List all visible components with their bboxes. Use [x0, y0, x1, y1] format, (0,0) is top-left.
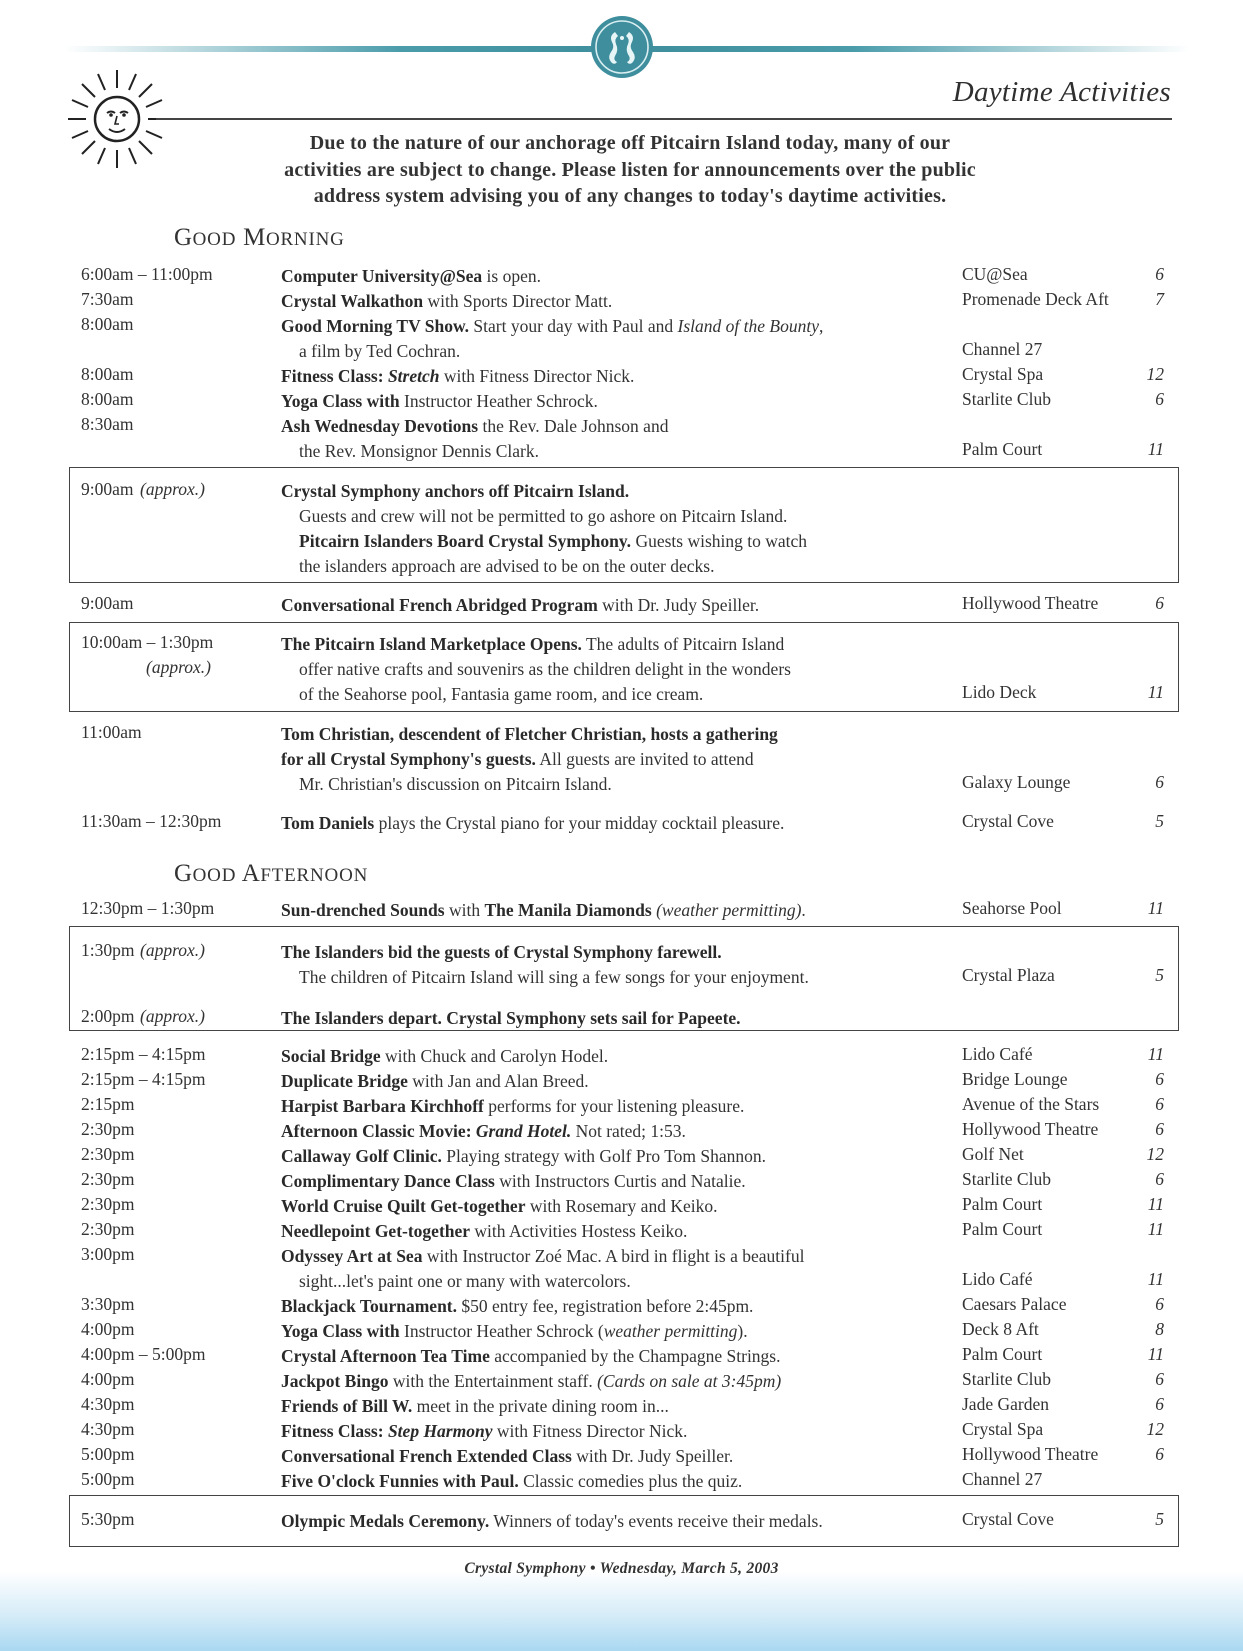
description-text: Guests wishing to watch [631, 531, 808, 551]
activity-name: Friends of Bill W. [281, 1396, 413, 1416]
deck-number: 6 [1155, 1294, 1164, 1314]
activity-name: Sun-drenched Sounds [281, 900, 445, 920]
description-text: offer native crafts and souvenirs as the children delight in the wonders [299, 659, 791, 679]
description-text: is open. [482, 266, 541, 286]
description-text: Winners of today's events receive their medals. [489, 1511, 823, 1531]
activity-name: Fitness Class: [281, 366, 388, 386]
activity-name: The Islanders bid the guests of Crystal Symphony farewell. [281, 942, 722, 962]
sun-face-icon [64, 66, 170, 172]
activity-time: 8:30am [81, 414, 134, 434]
activity-name: Conversational French Extended Class [281, 1446, 572, 1466]
activity-name: Computer University@Sea [281, 266, 483, 286]
description-line [281, 772, 941, 797]
activity-description [281, 364, 941, 389]
activity-name: Crystal Symphony anchors off Pitcairn Island. [281, 481, 630, 501]
activity-time: 5:30pm [81, 1509, 135, 1529]
activity-location: Bridge Lounge [962, 1069, 1068, 1089]
activity-location: Crystal Cove [962, 811, 1054, 831]
activity-time: 2:15pm – 4:15pm [81, 1069, 206, 1089]
activity-description [281, 1369, 941, 1394]
activity-name: Ash Wednesday Devotions [281, 416, 479, 436]
deck-number: 11 [1147, 898, 1164, 918]
activity-name: Crystal Afternoon Tea Time [281, 1346, 490, 1366]
activity-time: 4:00pm – 5:00pm [81, 1344, 206, 1364]
activity-description [281, 1344, 941, 1369]
activity-name: Jackpot Bingo [281, 1371, 389, 1391]
activity-time: 6:00am – 11:00pm [81, 264, 213, 284]
activity-location: Palm Court [962, 1194, 1043, 1214]
description-text: Start your day with Paul and [469, 316, 678, 336]
activity-description [281, 1119, 941, 1144]
deck-number: 5 [1155, 965, 1164, 985]
description-text: The children of Pitcairn Island will sing a few songs for your enjoyment. [299, 967, 809, 987]
description-line [281, 1509, 941, 1534]
deck-number: 6 [1155, 1369, 1164, 1389]
description-text: with Rosemary and Keiko. [525, 1196, 718, 1216]
description-line [281, 1244, 941, 1269]
activity-time: 2:30pm [81, 1194, 135, 1214]
description-text: , [818, 316, 824, 336]
activity-description [281, 1469, 941, 1494]
section-title-good-afternoon: GOOD AFTERNOON [174, 860, 369, 887]
activity-name: Odyssey Art at Sea [281, 1246, 423, 1266]
activity-location: CU@Sea [962, 264, 1028, 284]
description-text: with Fitness Director Nick. [439, 366, 635, 386]
activity-time: 9:00am [81, 479, 134, 499]
activity-description [281, 1394, 941, 1419]
description-line [281, 529, 941, 554]
activity-name: Step Harmony [387, 1421, 493, 1441]
deck-number: 8 [1155, 1319, 1164, 1339]
activity-description [281, 389, 941, 414]
section-title-good-morning: GOOD MORNING [174, 224, 345, 251]
time-note: (approx.) [146, 657, 211, 677]
description-line [281, 1144, 941, 1169]
activity-name: The Islanders depart. Crystal Symphony sets sail for Papeete. [281, 1008, 741, 1028]
description-line [281, 1294, 941, 1319]
activity-location: Palm Court [962, 1219, 1043, 1239]
deck-number: 11 [1147, 1269, 1164, 1289]
description-text: meet in the private dining room in... [412, 1396, 669, 1416]
deck-number: 11 [1147, 1194, 1164, 1214]
activity-name: Pitcairn Islanders Board Crystal Symphony. [299, 531, 632, 551]
description-text: plays the Crystal piano for your midday cocktail pleasure. [374, 813, 785, 833]
activity-description [281, 264, 941, 289]
activity-location: Galaxy Lounge [962, 772, 1071, 792]
activity-time: 12:30pm – 1:30pm [81, 898, 215, 918]
activity-location: Lido Café [962, 1269, 1033, 1289]
activity-description [281, 1419, 941, 1444]
description-line [281, 811, 941, 836]
deck-number: 6 [1155, 264, 1164, 284]
activity-description [281, 1319, 941, 1344]
description-line [281, 747, 941, 772]
description-text: with Dr. Judy Speiller. [597, 595, 760, 615]
activity-description [281, 1069, 941, 1094]
activity-description [281, 632, 941, 707]
activity-time: 5:00pm [81, 1444, 135, 1464]
description-text: weather permitting [603, 1321, 738, 1341]
description-line [281, 1269, 941, 1294]
description-text: performs for your listening pleasure. [483, 1096, 745, 1116]
activity-location: Palm Court [962, 1344, 1043, 1364]
activity-time: 4:00pm [81, 1369, 135, 1389]
description-line [281, 1369, 941, 1394]
footer-text: Crystal Symphony • Wednesday, March 5, 2003 [464, 1560, 779, 1577]
activity-name: Crystal Walkathon [281, 291, 424, 311]
deck-number: 12 [1146, 1419, 1164, 1439]
activity-description [281, 314, 941, 364]
description-line [281, 657, 941, 682]
deck-number: 11 [1147, 439, 1164, 459]
activity-location: Crystal Spa [962, 364, 1044, 384]
activity-description [281, 414, 941, 464]
description-line [281, 1169, 941, 1194]
description-line [281, 898, 941, 923]
description-text: (Cards on sale at 3:45pm) [597, 1371, 782, 1391]
deck-number: 12 [1146, 1144, 1164, 1164]
description-line [281, 1419, 941, 1444]
title-underline [156, 118, 1172, 120]
deck-number: 6 [1155, 1394, 1164, 1414]
activity-time: 1:30pm [81, 940, 135, 960]
activity-description [281, 1194, 941, 1219]
description-text: accompanied by the Champagne Strings. [489, 1346, 781, 1366]
deck-number: 6 [1155, 1069, 1164, 1089]
activity-description [281, 1169, 941, 1194]
activity-time: 2:30pm [81, 1219, 135, 1239]
activity-location: Crystal Plaza [962, 965, 1055, 985]
description-line [281, 1444, 941, 1469]
description-line [281, 389, 941, 414]
activity-description [281, 722, 941, 797]
activity-time: 8:00am [81, 364, 134, 384]
description-line [281, 439, 941, 464]
activity-location: Starlite Club [962, 1369, 1051, 1389]
description-text: with Sports Director Matt. [423, 291, 613, 311]
description-line [281, 314, 941, 339]
activity-time: 2:30pm [81, 1119, 135, 1139]
activity-time: 10:00am – 1:30pm [81, 632, 214, 652]
activity-name: Duplicate Bridge [281, 1071, 408, 1091]
description-text: ). [737, 1321, 748, 1341]
activity-time: 4:30pm [81, 1419, 135, 1439]
activity-description [281, 1509, 941, 1534]
description-text: Instructor Heather Schrock. [399, 391, 598, 411]
activity-location: Channel 27 [962, 339, 1043, 359]
description-text: sight...let's paint one or many with watercolors. [299, 1271, 631, 1291]
activity-location: Golf Net [962, 1144, 1024, 1164]
activity-description [281, 1094, 941, 1119]
description-text: $50 entry fee, registration before 2:45pm. [457, 1296, 754, 1316]
activity-name: Yoga Class with [281, 1321, 400, 1341]
description-text: the Rev. Monsignor Dennis Clark. [299, 441, 539, 461]
activity-time: 8:00am [81, 389, 134, 409]
description-text: with Instructors Curtis and Natalie. [494, 1171, 746, 1191]
activity-description [281, 811, 941, 836]
seahorse-emblem-icon [589, 14, 655, 80]
description-line [281, 1469, 941, 1494]
description-text: the Rev. Dale Johnson and [478, 416, 669, 436]
description-line [281, 682, 941, 707]
activity-time: 5:00pm [81, 1469, 135, 1489]
activity-description [281, 1006, 941, 1031]
activity-time: 2:30pm [81, 1169, 135, 1189]
description-text: (weather permitting) [656, 900, 802, 920]
activity-location: Jade Garden [962, 1394, 1049, 1414]
description-text: the islanders approach are advised to be on the outer decks. [299, 556, 715, 576]
activity-time: 11:30am – 12:30pm [81, 811, 222, 831]
description-line [281, 364, 941, 389]
description-text: Not rated; 1:53. [571, 1121, 686, 1141]
activity-name: Harpist Barbara Kirchhoff [281, 1096, 484, 1116]
activity-time: 4:30pm [81, 1394, 135, 1414]
description-line [281, 504, 941, 529]
description-text: All guests are invited to attend [535, 749, 754, 769]
description-text: with Instructor Zoé Mac. A bird in flight is a beautiful [422, 1246, 805, 1266]
activity-description [281, 1294, 941, 1319]
description-line [281, 593, 941, 618]
description-line [281, 632, 941, 657]
deck-number: 11 [1147, 1219, 1164, 1239]
description-line [281, 1094, 941, 1119]
page-title: Daytime Activities [952, 76, 1171, 108]
deck-number: 6 [1155, 1119, 1164, 1139]
time-note: (approx.) [140, 1006, 205, 1026]
description-line [281, 1319, 941, 1344]
activity-name: Conversational French Abridged Program [281, 595, 598, 615]
description-line [281, 1119, 941, 1144]
activity-location: Caesars Palace [962, 1294, 1067, 1314]
activity-description [281, 1444, 941, 1469]
description-line [281, 554, 941, 579]
deck-number: 5 [1155, 1509, 1164, 1529]
activity-time: 7:30am [81, 289, 134, 309]
activity-name: Social Bridge [281, 1046, 381, 1066]
activity-time: 3:00pm [81, 1244, 135, 1264]
activity-name: Tom Daniels [281, 813, 375, 833]
description-text: Playing strategy with Golf Pro Tom Shannon. [441, 1146, 767, 1166]
activity-location: Crystal Spa [962, 1419, 1044, 1439]
activity-description [281, 940, 941, 990]
activity-location: Channel 27 [962, 1469, 1043, 1489]
description-text: . [801, 900, 806, 920]
activity-name: Good Morning TV Show. [281, 316, 470, 336]
activity-description [281, 1144, 941, 1169]
notice-line: activities are subject to change. Please listen for announcements over the public [284, 158, 976, 181]
description-line [281, 1344, 941, 1369]
activity-name: Callaway Golf Clinic. [281, 1146, 442, 1166]
activity-name: Yoga Class with [281, 391, 400, 411]
activity-location: Starlite Club [962, 389, 1051, 409]
description-text: with Jan and Alan Breed. [407, 1071, 589, 1091]
activity-time: 2:00pm [81, 1006, 135, 1026]
activity-time: 2:30pm [81, 1144, 135, 1164]
activity-name: Olympic Medals Ceremony. [281, 1511, 490, 1531]
activity-location: Crystal Cove [962, 1509, 1054, 1529]
activity-name: Blackjack Tournament. [281, 1296, 457, 1316]
description-line [281, 940, 941, 965]
activity-description [281, 479, 941, 579]
description-text: with Activities Hostess Keiko. [470, 1221, 688, 1241]
activity-description [281, 1044, 941, 1069]
notice-line: Due to the nature of our anchorage off Pitcairn Island today, many of our [309, 132, 951, 154]
activity-location: Lido Deck [962, 682, 1037, 702]
activity-name: Afternoon Classic Movie: [281, 1121, 476, 1141]
activity-description [281, 593, 941, 618]
activity-name: The Pitcairn Island Marketplace Opens. [281, 634, 582, 654]
description-line [281, 339, 941, 364]
deck-number: 7 [1155, 289, 1164, 309]
activity-location: Palm Court [962, 439, 1043, 459]
deck-number: 11 [1147, 1044, 1164, 1064]
activity-name: The Manila Diamonds [484, 900, 652, 920]
activity-name: for all Crystal Symphony's guests. [281, 749, 536, 769]
activity-location: Hollywood Theatre [962, 1119, 1099, 1139]
description-line [281, 1044, 941, 1069]
activity-name: Tom Christian, descendent of Fletcher Christian, hosts a gathering [281, 724, 778, 744]
deck-number: 6 [1155, 772, 1164, 792]
activity-name: Five O'clock Funnies with Paul. [281, 1471, 519, 1491]
activity-name: Needlepoint Get-together [281, 1221, 471, 1241]
notice-line: address system advising you of any changes to today's daytime activities. [313, 185, 947, 207]
activity-location: Lido Café [962, 1044, 1033, 1064]
deck-number: 6 [1155, 1444, 1164, 1464]
activity-description [281, 898, 941, 923]
description-text: Instructor Heather Schrock ( [399, 1321, 604, 1341]
description-text: a film by Ted Cochran. [299, 341, 461, 361]
activity-name: Complimentary Dance Class [281, 1171, 495, 1191]
deck-number: 11 [1147, 682, 1164, 702]
activity-location: Starlite Club [962, 1169, 1051, 1189]
activity-description [281, 1244, 941, 1294]
description-text: Island of the Bounty [677, 316, 819, 336]
description-text: Classic comedies plus the quiz. [518, 1471, 743, 1491]
activity-location: Avenue of the Stars [962, 1094, 1100, 1114]
deck-number: 6 [1155, 1094, 1164, 1114]
time-note: (approx.) [140, 479, 205, 499]
activity-location: Deck 8 Aft [962, 1319, 1039, 1339]
description-text: with Dr. Judy Speiller. [571, 1446, 734, 1466]
anchorage-notice [220, 130, 1040, 210]
description-line [281, 1219, 941, 1244]
time-note: (approx.) [140, 940, 205, 960]
activity-name: Grand Hotel. [475, 1121, 572, 1141]
description-line [281, 289, 941, 314]
activity-description [281, 289, 941, 314]
deck-number: 6 [1155, 593, 1164, 613]
description-text: Guests and crew will not be permitted to go ashore on Pitcairn Island. [299, 506, 788, 526]
description-line [281, 1069, 941, 1094]
description-text: Mr. Christian's discussion on Pitcairn Island. [299, 774, 612, 794]
description-text: with Fitness Director Nick. [492, 1421, 688, 1441]
description-line [281, 264, 941, 289]
activity-location: Hollywood Theatre [962, 1444, 1099, 1464]
activity-location: Seahorse Pool [962, 898, 1062, 918]
deck-number: 5 [1155, 811, 1164, 831]
activity-time: 9:00am [81, 593, 134, 613]
deck-number: 11 [1147, 1344, 1164, 1364]
activity-name: Fitness Class: [281, 1421, 388, 1441]
description-text: with [444, 900, 485, 920]
bottom-gradient-band [0, 1571, 1243, 1651]
activity-time: 3:30pm [81, 1294, 135, 1314]
description-text: with the Entertainment staff. [388, 1371, 598, 1391]
activity-location: Hollywood Theatre [962, 593, 1099, 613]
activity-time: 11:00am [81, 722, 142, 742]
activity-time: 2:15pm – 4:15pm [81, 1044, 206, 1064]
activity-location: Promenade Deck Aft [962, 289, 1109, 309]
activity-time: 8:00am [81, 314, 134, 334]
description-line [281, 414, 941, 439]
description-line [281, 1194, 941, 1219]
activity-description [281, 1219, 941, 1244]
deck-number: 6 [1155, 389, 1164, 409]
description-text: with Chuck and Carolyn Hodel. [380, 1046, 609, 1066]
activity-time: 2:15pm [81, 1094, 135, 1114]
deck-number: 6 [1155, 1169, 1164, 1189]
activity-time: 4:00pm [81, 1319, 135, 1339]
description-line [281, 479, 941, 504]
description-line [281, 1006, 941, 1031]
description-line [281, 1394, 941, 1419]
description-line [281, 965, 941, 990]
deck-number: 12 [1146, 364, 1164, 384]
description-text: of the Seahorse pool, Fantasia game room, and ice cream. [299, 684, 704, 704]
description-line [281, 722, 941, 747]
description-text: The adults of Pitcairn Island [581, 634, 785, 654]
activity-name: World Cruise Quilt Get-together [281, 1196, 526, 1216]
activity-name: Stretch [387, 366, 440, 386]
